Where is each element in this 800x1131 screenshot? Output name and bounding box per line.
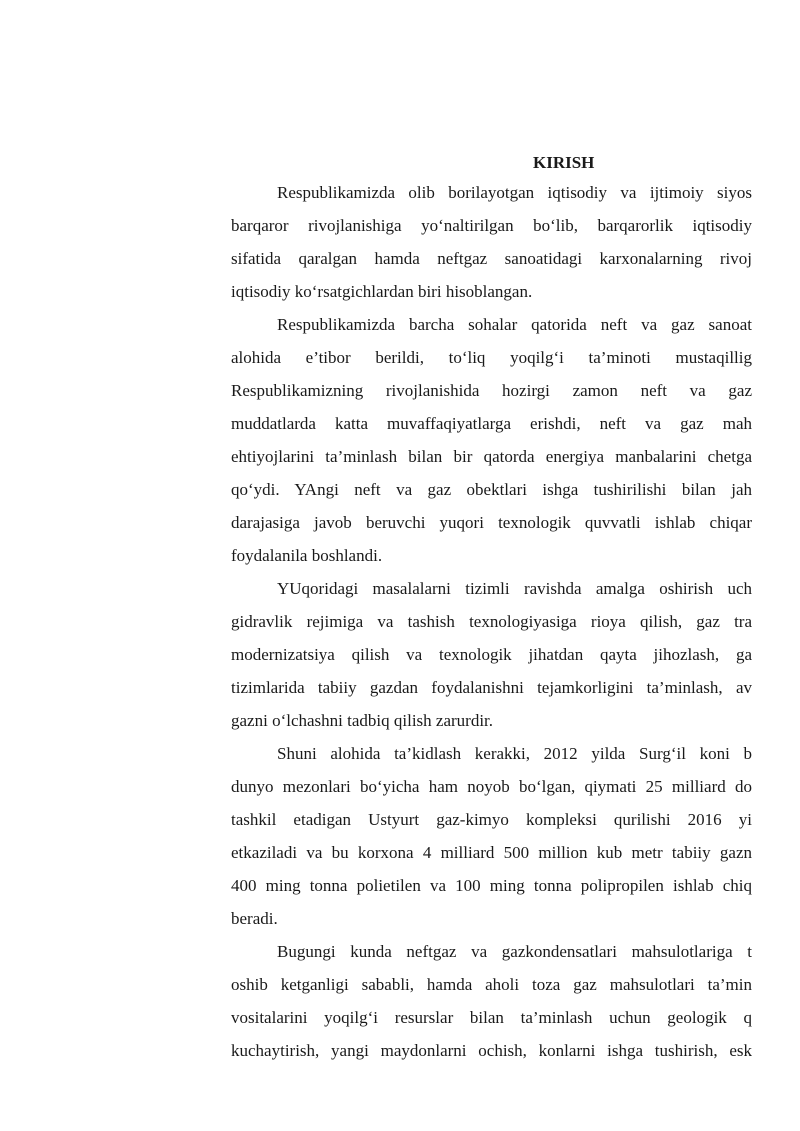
paragraph-line: foydalanila boshlandi. [231,546,383,565]
paragraph-line: oshib ketganligi sababli, hamda aholi toza gaz mahsulotlari ta’min [231,975,752,994]
paragraph-line: Respublikamizning rivojlanishida hozirgi zamon neft va gaz [231,381,752,400]
paragraph-line: kuchaytirish, yangi maydonlarni ochish, konlarni ishga tushirish, esk [231,1041,752,1060]
paragraph-line: sifatida qaralgan hamda neftgaz sanoatidagi karxonalarning rivoj [231,249,752,268]
paragraph-line: darajasiga javob beruvchi yuqori texnologik quvvatli ishlab chiqar [231,513,752,532]
paragraph-line: iqtisodiy ko‘rsatgichlardan biri hisoblangan. [231,282,533,301]
paragraph-line: qo‘ydi. YAngi neft va gaz obektlari ishga tushirilishi bilan jah [231,480,752,499]
paragraph-line: gazni o‘lchashni tadbiq qilish zarurdir. [231,711,494,730]
page-title: KIRISH [533,153,595,172]
paragraph-first-line: Respublikamizda barcha sohalar qatorida neft va gaz sanoat [277,315,752,334]
paragraph-line: etkaziladi va bu korxona 4 milliard 500 million kub metr tabiiy gazn [231,843,752,862]
paragraph-first-line: Respublikamizda olib borilayotgan iqtisodiy va ijtimoiy siyos [277,183,752,202]
paragraph-first-line: YUqoridagi masalalarni tizimli ravishda amalga oshirish uch [277,579,752,598]
paragraph-line: ehtiyojlarini ta’minlash bilan bir qatorda energiya manbalarini chetga [231,447,752,466]
paragraph-line: vositalarini yoqilg‘i resurslar bilan ta’minlash uchun geologik q [231,1008,752,1027]
paragraph-line: barqaror rivojlanishiga yo‘naltirilgan bo‘lib, barqarorlik iqtisodiy [231,216,752,235]
paragraph-line: dunyo mezonlari bo‘yicha ham noyob bo‘lgan, qiymati 25 milliard do [231,777,752,796]
paragraph-line: muddatlarda katta muvaffaqiyatlarga erishdi, neft va gaz mah [231,414,752,433]
paragraph-line: gidravlik rejimiga va tashish texnologiyasiga rioya qilish, gaz tra [231,612,752,631]
paragraph-line: 400 ming tonna polietilen va 100 ming tonna polipropilen ishlab chiq [231,876,752,895]
paragraph-line: tashkil etadigan Ustyurt gaz-kimyo kompleksi qurilishi 2016 yi [231,810,752,829]
paragraph-first-line: Bugungi kunda neftgaz va gazkondensatlari mahsulotlariga t [277,942,752,961]
paragraph-line: alohida e’tibor berildi, to‘liq yoqilg‘i ta’minoti mustaqillig [231,348,752,367]
paragraph-line: modernizatsiya qilish va texnologik jihatdan qayta jihozlash, ga [231,645,752,664]
paragraph-line: beradi. [231,909,278,928]
paragraph-line: tizimlarida tabiiy gazdan foydalanishni tejamkorligini ta’minlash, av [231,678,752,697]
paragraph-first-line: Shuni alohida ta’kidlash kerakki, 2012 yilda Surg‘il koni b [277,744,752,763]
